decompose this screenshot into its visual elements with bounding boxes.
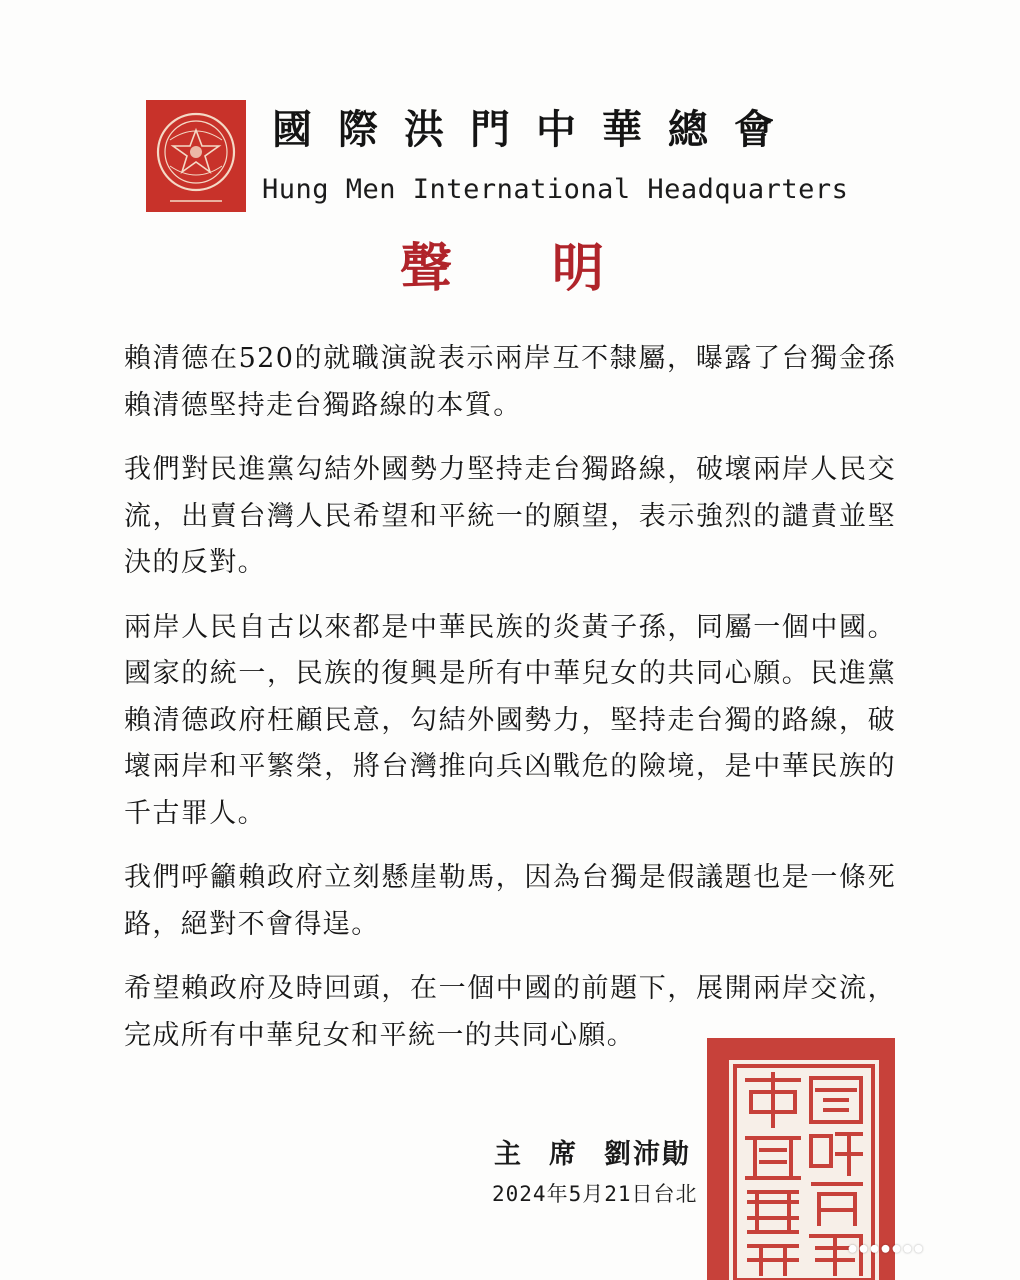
statement-paragraph: 我們對民進黨勾結外國勢力堅持走台獨路線，破壞兩岸人民交流，出賣台灣人民希望和平統一的願望，表示強烈的譴責並堅決的反對。	[124, 454, 896, 578]
watermark-dots-icon: ⦁⦁⦁⦁⦁⦁⦁	[848, 1238, 925, 1259]
statement-paragraph: 賴清德在520的就職演說表示兩岸互不隸屬，曝露了台獨金孫賴清德堅持走台獨路線的本質。	[124, 343, 896, 421]
statement-paragraph: 希望賴政府及時回頭，在一個中國的前題下，展開兩岸交流，完成所有中華兒女和平統一的共同心願。	[124, 973, 896, 1051]
statement-paragraph: 我們呼籲賴政府立刻懸崖勒馬，因為台獨是假議題也是一條死路，絕對不會得逞。	[124, 862, 896, 940]
signature-date: 2024年5月21日台北	[492, 1182, 698, 1206]
statement-body	[124, 336, 896, 1077]
seal-emblem-icon	[146, 100, 246, 212]
signatory-role: 主席	[494, 1139, 604, 1170]
document-title: 聲明	[400, 238, 705, 299]
signatory-line	[494, 1135, 691, 1175]
statement-paragraph: 兩岸人民自古以來都是中華民族的炎黃子孫，同屬一個中國。國家的統一，民族的復興是所有中華兒女的共同心願。民進黨賴清德政府枉顧民意，勾結外國勢力，堅持走台獨的路線，破壞兩岸和平繁榮，將台灣推向兵凶戰危的險境，是中華民族的千古罪人。	[124, 611, 896, 829]
organization-name-english: Hung Men International Headquarters	[262, 174, 849, 205]
signatory-name: 劉沛勛	[604, 1139, 691, 1170]
organization-logo-seal	[146, 100, 246, 212]
organization-name-chinese: 國際洪門中華總會	[272, 106, 800, 153]
